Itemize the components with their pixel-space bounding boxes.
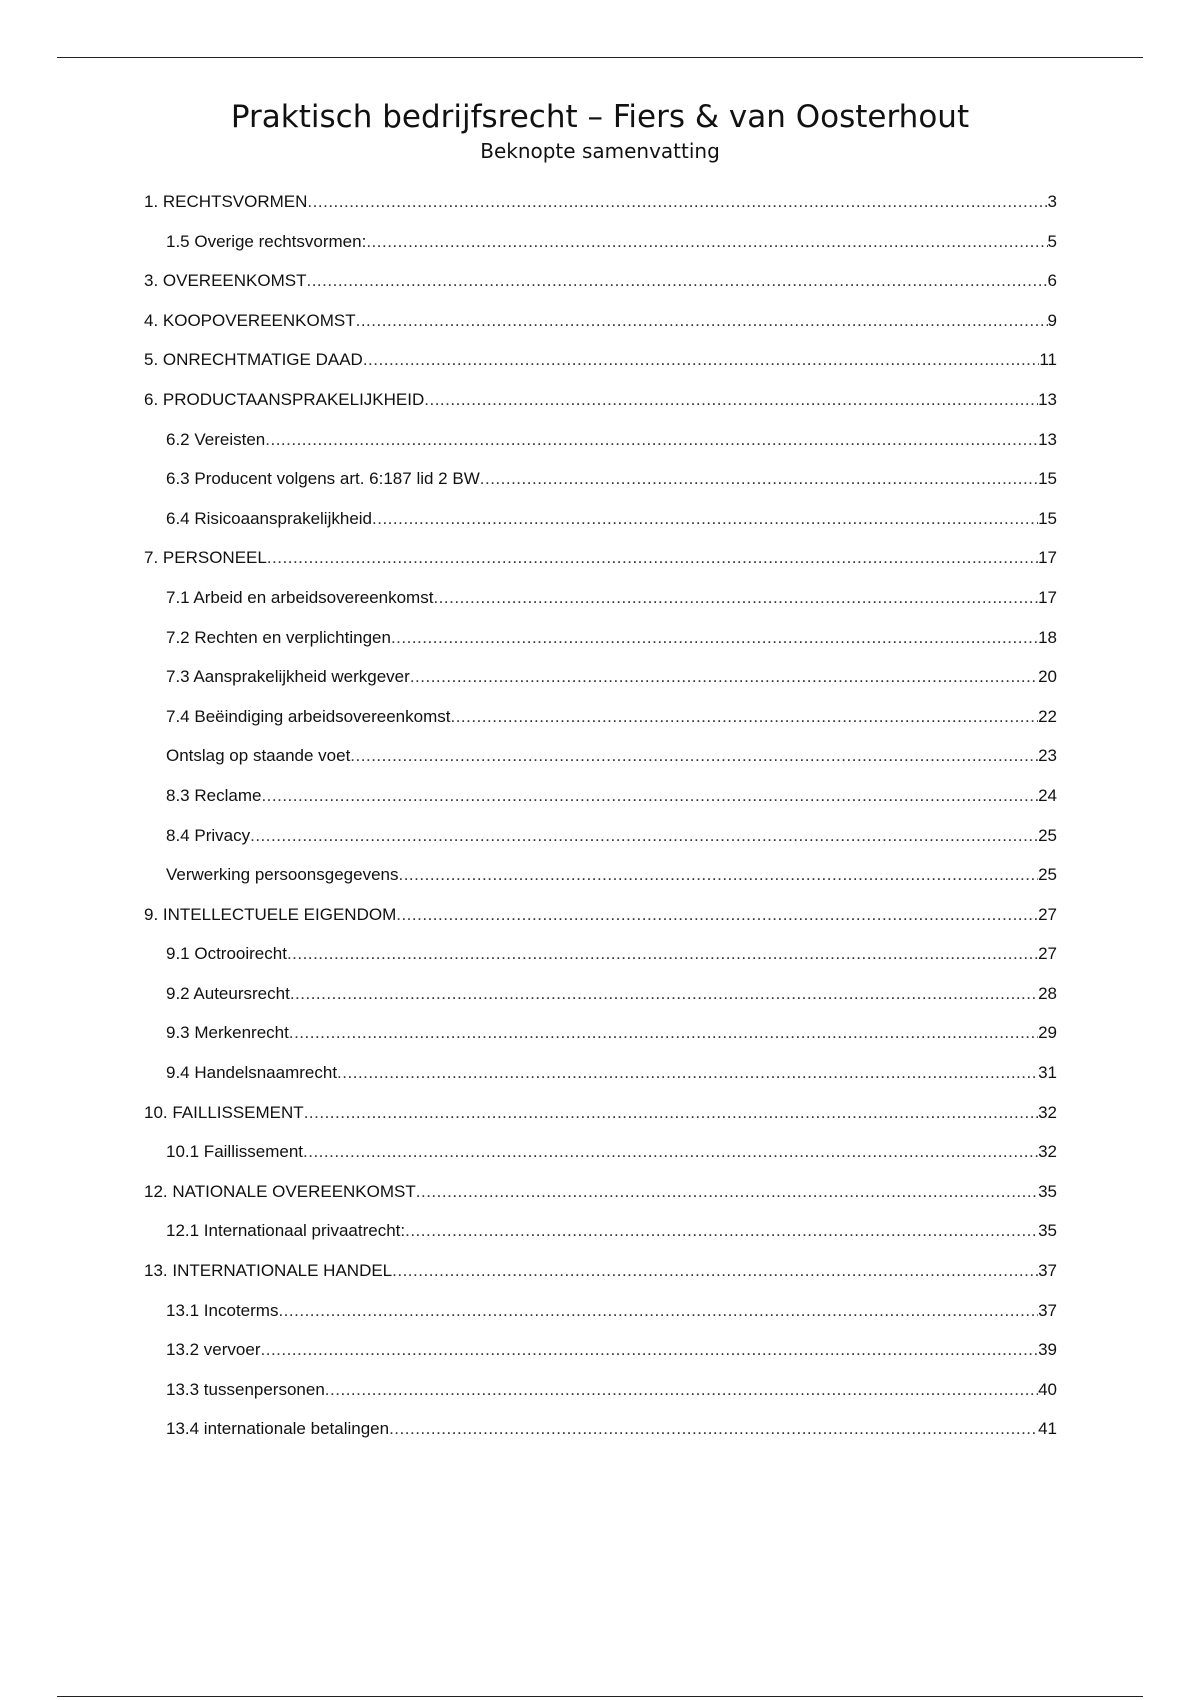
toc-dot-leader	[337, 1060, 1038, 1086]
toc-entry-label: 6.4 Risicoaansprakelijkheid	[166, 508, 373, 528]
toc-entry-page-number: 37	[1038, 1300, 1057, 1320]
toc-entry-label: 1.5 Overige rechtsvormen:	[166, 231, 367, 251]
toc-entry-label: 6.2 Vereisten	[166, 429, 266, 449]
toc-entry-page-number: 17	[1038, 548, 1057, 568]
toc-entry-label: 3. OVEREENKOMST	[144, 271, 307, 291]
toc-entry[interactable]	[144, 1139, 1057, 1179]
toc-entry-label: 13.2 vervoer	[166, 1340, 261, 1360]
table-of-contents	[144, 189, 1057, 1456]
toc-entry[interactable]	[144, 1218, 1057, 1258]
toc-entry-label: 10.1 Faillissement	[166, 1142, 304, 1162]
toc-entry-label: 13.1 Incoterms	[166, 1300, 279, 1320]
document-title: Praktisch bedrijfsrecht – Fiers & van Oosterhout	[230, 99, 970, 135]
toc-entry-page-number: 27	[1038, 944, 1057, 964]
toc-dot-leader	[267, 545, 1038, 571]
toc-entry[interactable]	[144, 1377, 1057, 1417]
toc-dot-leader	[410, 664, 1038, 690]
toc-entry[interactable]	[144, 1416, 1057, 1456]
toc-entry-page-number: 9	[1047, 310, 1057, 330]
toc-entry[interactable]	[144, 1020, 1057, 1060]
toc-entry-page-number: 32	[1038, 1142, 1057, 1162]
toc-entry[interactable]	[144, 387, 1057, 427]
toc-entry-label: 7.3 Aansprakelijkheid werkgever	[166, 667, 410, 687]
toc-dot-leader	[363, 347, 1040, 373]
document-subtitle: Beknopte samenvatting	[480, 139, 720, 163]
toc-entry-label: 9. INTELLECTUELE EIGENDOM	[144, 904, 397, 924]
toc-entry-page-number: 31	[1038, 1063, 1057, 1083]
toc-entry-page-number: 6	[1047, 271, 1057, 291]
toc-entry[interactable]	[144, 664, 1057, 704]
toc-entry[interactable]	[144, 1060, 1057, 1100]
toc-dot-leader	[391, 625, 1038, 651]
toc-entry-page-number: 35	[1038, 1221, 1057, 1241]
toc-entry-page-number: 41	[1038, 1419, 1057, 1439]
toc-dot-leader	[480, 466, 1038, 492]
toc-dot-leader	[405, 1218, 1038, 1244]
toc-dot-leader	[396, 902, 1038, 928]
toc-entry-page-number: 40	[1038, 1379, 1057, 1399]
toc-dot-leader	[424, 387, 1038, 413]
footer-rule	[57, 1696, 1143, 1697]
toc-entry[interactable]	[144, 941, 1057, 981]
toc-entry-label: 9.3 Merkenrecht	[166, 1023, 289, 1043]
toc-entry-page-number: 11	[1039, 350, 1057, 370]
toc-entry[interactable]	[144, 1298, 1057, 1338]
toc-entry[interactable]	[144, 1337, 1057, 1377]
toc-entry-label: 5. ONRECHTMATIGE DAAD	[144, 350, 363, 370]
toc-entry-label: 13. INTERNATIONALE HANDEL	[144, 1261, 393, 1281]
toc-entry-page-number: 15	[1038, 508, 1057, 528]
toc-entry-label: 6. PRODUCTAANSPRAKELIJKHEID	[144, 389, 425, 409]
toc-entry[interactable]	[144, 704, 1057, 744]
toc-entry-label: 7.2 Rechten en verplichtingen	[166, 627, 391, 647]
toc-entry[interactable]	[144, 506, 1057, 546]
toc-entry[interactable]	[144, 1100, 1057, 1140]
toc-entry[interactable]	[144, 823, 1057, 863]
toc-entry-page-number: 22	[1038, 706, 1057, 726]
toc-dot-leader	[250, 823, 1038, 849]
toc-entry-label: 13.4 internationale betalingen	[166, 1419, 390, 1439]
toc-entry[interactable]	[144, 981, 1057, 1021]
toc-entry-label: 7. PERSONEEL	[144, 548, 267, 568]
toc-entry[interactable]	[144, 427, 1057, 467]
toc-entry-page-number: 23	[1038, 746, 1057, 766]
toc-entry-page-number: 32	[1038, 1102, 1057, 1122]
toc-entry-label: 4. KOOPOVEREENKOMST	[144, 310, 356, 330]
toc-entry-label: 7.1 Arbeid en arbeidsovereenkomst	[166, 587, 434, 607]
toc-dot-leader	[261, 1337, 1039, 1363]
toc-entry-label: 12. NATIONALE OVEREENKOMST	[144, 1181, 416, 1201]
toc-dot-leader	[372, 506, 1038, 532]
toc-dot-leader	[450, 704, 1038, 730]
toc-entry-page-number: 17	[1038, 587, 1057, 607]
toc-dot-leader	[304, 1100, 1038, 1126]
toc-entry-page-number: 27	[1038, 904, 1057, 924]
toc-entry-page-number: 15	[1038, 469, 1057, 489]
toc-entry[interactable]	[144, 1179, 1057, 1219]
toc-entry[interactable]	[144, 743, 1057, 783]
toc-entry[interactable]	[144, 1258, 1057, 1298]
toc-entry-label: 9.2 Auteursrecht	[166, 983, 290, 1003]
toc-entry-page-number: 5	[1047, 231, 1057, 251]
toc-dot-leader	[290, 981, 1038, 1007]
toc-entry-label: Verwerking persoonsgegevens	[166, 865, 399, 885]
header-rule	[57, 57, 1143, 58]
toc-entry-label: 10. FAILLISSEMENT	[144, 1102, 304, 1122]
toc-entry-page-number: 35	[1038, 1181, 1057, 1201]
toc-entry-label: 1. RECHTSVORMEN	[144, 192, 308, 211]
toc-entry[interactable]	[144, 545, 1057, 585]
toc-dot-leader	[389, 1416, 1038, 1442]
toc-entry-label: 13.3 tussenpersonen	[166, 1379, 325, 1399]
toc-entry[interactable]	[144, 466, 1057, 506]
toc-entry-page-number: 39	[1038, 1340, 1057, 1360]
toc-entry-page-number: 25	[1038, 865, 1057, 885]
toc-entry-page-number: 18	[1038, 627, 1057, 647]
toc-entry[interactable]	[144, 902, 1057, 942]
toc-entry-label: Ontslag op staande voet	[166, 746, 351, 766]
toc-dot-leader	[303, 1139, 1038, 1165]
toc-dot-leader	[306, 268, 1047, 294]
toc-entry-label: 7.4 Beëindiging arbeidsovereenkomst	[166, 706, 451, 726]
toc-entry[interactable]	[144, 862, 1057, 902]
toc-entry-page-number: 28	[1038, 983, 1057, 1003]
toc-entry[interactable]	[144, 308, 1057, 348]
toc-dot-leader	[261, 783, 1038, 809]
toc-entry-page-number: 13	[1038, 389, 1057, 409]
toc-entry-page-number: 24	[1038, 785, 1057, 805]
toc-dot-leader	[392, 1258, 1038, 1284]
toc-entry-label: 8.4 Privacy	[166, 825, 251, 845]
toc-entry[interactable]	[144, 347, 1057, 387]
toc-dot-leader	[278, 1298, 1038, 1324]
toc-dot-leader	[325, 1377, 1038, 1403]
toc-dot-leader	[398, 862, 1038, 888]
toc-entry-page-number: 29	[1038, 1023, 1057, 1043]
toc-dot-leader	[307, 189, 1047, 215]
toc-dot-leader	[416, 1179, 1038, 1205]
toc-entry[interactable]	[144, 625, 1057, 665]
toc-dot-leader	[265, 427, 1038, 453]
toc-entry-label: 9.4 Handelsnaamrecht	[166, 1063, 338, 1083]
toc-dot-leader	[433, 585, 1038, 611]
toc-dot-leader	[356, 308, 1048, 334]
toc-entry-page-number: 25	[1038, 825, 1057, 845]
toc-entry-page-number: 3	[1047, 192, 1057, 211]
toc-dot-leader	[289, 1020, 1038, 1046]
toc-entry[interactable]	[144, 585, 1057, 625]
toc-entry-label: 12.1 Internationaal privaatrecht:	[166, 1221, 406, 1241]
toc-entry[interactable]	[144, 783, 1057, 823]
toc-entry-page-number: 37	[1038, 1261, 1057, 1281]
toc-entry[interactable]	[144, 229, 1057, 269]
toc-entry[interactable]	[144, 268, 1057, 308]
toc-dot-leader	[366, 229, 1047, 255]
toc-entry-page-number: 20	[1038, 667, 1057, 687]
toc-entry-page-number: 13	[1038, 429, 1057, 449]
toc-dot-leader	[350, 743, 1038, 769]
toc-dot-leader	[287, 941, 1038, 967]
toc-entry[interactable]	[144, 189, 1057, 229]
toc-entry-label: 8.3 Reclame	[166, 785, 262, 805]
toc-entry-label: 9.1 Octrooirecht	[166, 944, 287, 964]
toc-entry-label: 6.3 Producent volgens art. 6:187 lid 2 BW	[166, 469, 480, 489]
